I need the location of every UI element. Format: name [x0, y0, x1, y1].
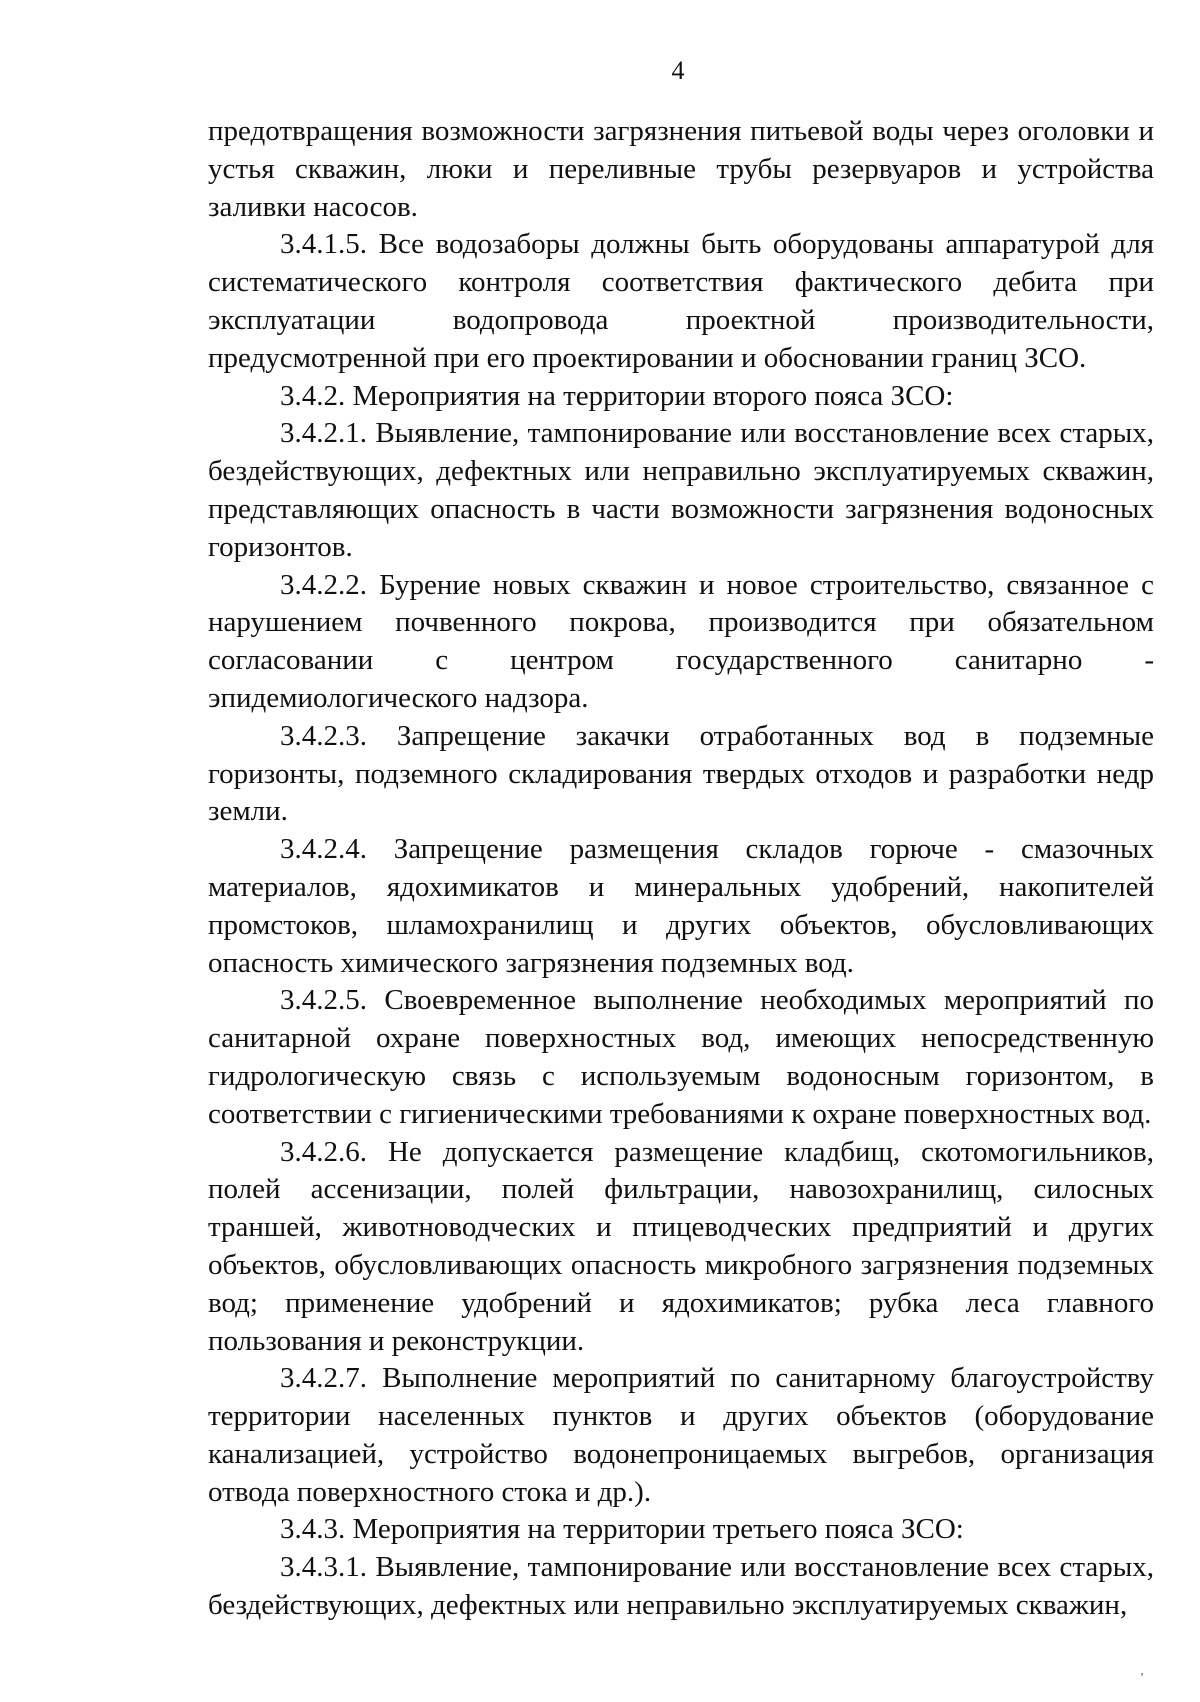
paragraph-3-4-2-6: 3.4.2.6. Не допускается размещение кладбищ, скотомогильников, полей ассенизации, полей фильтрации, навозохранилищ, силосных траншей, животноводческих и птицеводческих предприятий и других объектов, обусловливающих опасность микробного загрязнения подземных вод; применение удобрений и ядохимикатов; рубка леса главного пользования и реконструкции.: [208, 1135, 1154, 1357]
paragraph-continuation: предотвращения возможности загрязнения питьевой воды через оголовки и устья скважин, люки и переливные трубы резервуаров и устройства заливки насосов.: [208, 115, 1154, 223]
page-number: 4: [671, 56, 685, 85]
paragraph-3-4-2-2: 3.4.2.2. Бурение новых скважин и новое строительство, связанное с нарушением почвенного покрова, производится при обязательном согласовании с центром государственного санитарно - эпидемиологического надзора.: [208, 568, 1154, 714]
paragraph-3-4-2-1: 3.4.2.1. Выявление, тампонирование или восстановление всех старых, бездействующих, дефектных или неправильно эксплуатируемых скважин, представляющих опасность в части возможности загрязнения водоносных горизонтов.: [208, 417, 1154, 563]
document-body: [208, 113, 1154, 1625]
corner-mark: ʼ: [1140, 1670, 1144, 1684]
paragraph-3-4-1-5: 3.4.1.5. Все водозаборы должны быть оборудованы аппаратурой для систематического контроля соответствия фактического дебита при эксплуатации водопровода проектной производительности, предусмотренной при его проектировании и обосновании границ ЗСО.: [208, 228, 1154, 374]
paragraph-3-4-3-1: 3.4.3.1. Выявление, тампонирование или восстановление всех старых, бездействующих, дефектных или неправильно эксплуатируемых скважин,: [208, 1551, 1154, 1622]
paragraph-3-4-2-7: 3.4.2.7. Выполнение мероприятий по санитарному благоустройству территории населенных пунктов и других объектов (оборудование канализацией, устройство водонепроницаемых выгребов, организация отвода поверхностного стока и др.).: [208, 1362, 1154, 1508]
paragraph-3-4-3-heading: 3.4.3. Мероприятия на территории третьего пояса ЗСО:: [280, 1513, 964, 1546]
paragraph-3-4-2-heading: 3.4.2. Мероприятия на территории второго пояса ЗСО:: [280, 379, 954, 412]
paragraph-3-4-2-3: 3.4.2.3. Запрещение закачки отработанных вод в подземные горизонты, подземного складирования твердых отходов и разработки недр земли.: [208, 719, 1154, 828]
paragraph-3-4-2-4: 3.4.2.4. Запрещение размещения складов горюче - смазочных материалов, ядохимикатов и минеральных удобрений, накопителей промстоков, шламохранилищ и других объектов, обусловливающих опасность химического загрязнения подземных вод.: [208, 833, 1154, 979]
paragraph-3-4-2-5: 3.4.2.5. Своевременное выполнение необходимых мероприятий по санитарной охране поверхностных вод, имеющих непосредственную гидрологическую связь с используемым водоносным горизонтом, в соответствии с гигиеническими требованиями к охране поверхностных вод.: [208, 984, 1154, 1130]
